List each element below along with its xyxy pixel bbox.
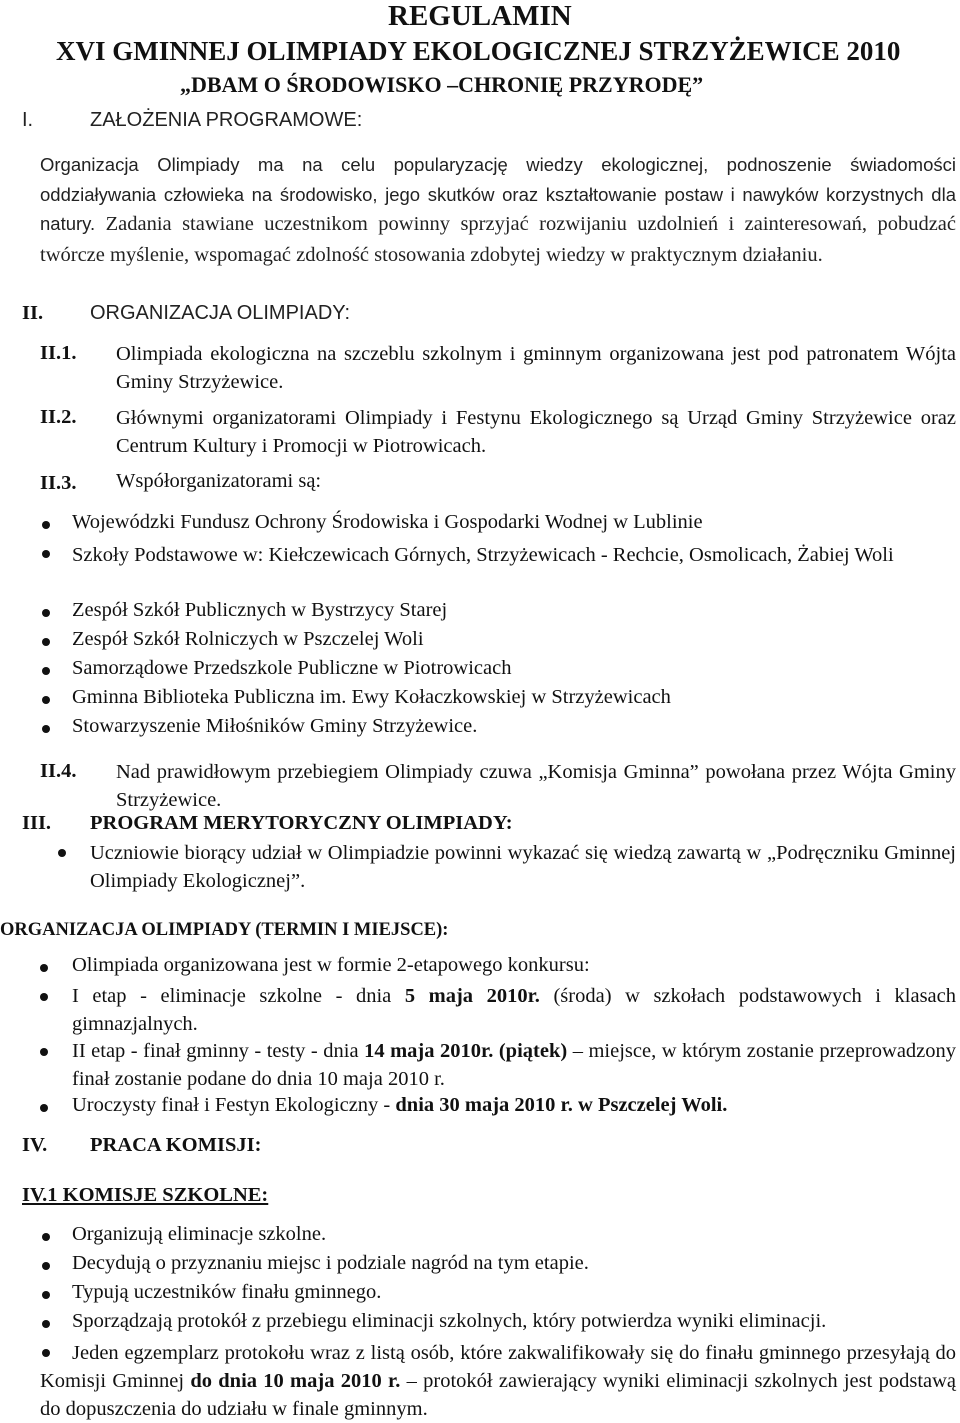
bullet-icon bbox=[42, 1320, 50, 1328]
list-item: Stowarzyszenie Miłośników Gminy Strzyżewice. bbox=[72, 715, 478, 737]
item-number: II.3. bbox=[40, 472, 77, 494]
list-item: Zespół Szkół Publicznych w Bystrzycy Starej bbox=[72, 599, 448, 621]
item-text: Współorganizatorami są: bbox=[116, 470, 322, 492]
list-item bbox=[72, 1037, 956, 1093]
bullet-icon bbox=[42, 696, 50, 704]
schedule-date: 14 maja 2010r. (piątek) bbox=[364, 1040, 568, 1062]
list-item: Typują uczestników finału gminnego. bbox=[72, 1281, 382, 1303]
schedule-text: – miejsce, w którym zostanie przeprowadzony finał zostanie podane do dnia 10 maja 2010 r. bbox=[72, 1040, 957, 1090]
final-text: – protokół zawierający wyniki eliminacji szkolnych jest podstawą do dopuszczenia do udziału w finale gminnym. bbox=[40, 1370, 957, 1420]
list-item: Samorządowe Przedszkole Publiczne w Piotrowicach bbox=[72, 657, 512, 679]
list-item: Decydują o przyznaniu miejsc i podziale nagród na tym etapie. bbox=[72, 1252, 589, 1274]
section-3-number: III. bbox=[22, 812, 52, 834]
schedule-text: (środa) w szkołach podstawowych i klasach gimnazjalnych. bbox=[72, 985, 956, 1035]
bullet-icon bbox=[42, 1291, 50, 1299]
bullet-icon bbox=[40, 993, 48, 1001]
list-item: Szkoły Podstawowe w: Kiełczewicach Górnych, Strzyżewicach - Rechcie, Osmolicach, Żabiej Woli bbox=[72, 544, 894, 566]
item-number: II.4. bbox=[40, 760, 77, 782]
section-1-text-sans: Organizacja Olimpiady ma na celu popularyzację wiedzy ekologicznej, podnoszenie świadomości oddziaływania człowieka na środowisko, jego skutków oraz kształtowanie postaw i nawyków korzystnych dla natury. bbox=[40, 154, 956, 234]
bullet-icon bbox=[42, 521, 50, 529]
section-2-number: II. bbox=[22, 302, 44, 324]
schedule-text: I etap - eliminacje szkolne - dnia bbox=[72, 985, 392, 1007]
list-item: Wojewódzki Fundusz Ochrony Środowiska i Gospodarki Wodnej w Lublinie bbox=[72, 511, 703, 533]
item-number: II.1. bbox=[40, 342, 77, 364]
item-number: II.2. bbox=[40, 406, 77, 428]
list-item: Zespół Szkół Rolniczych w Pszczelej Woli bbox=[72, 628, 424, 650]
schedule-date: dnia 30 maja 2010 r. w Pszczelej Woli. bbox=[395, 1094, 728, 1116]
bullet-icon bbox=[40, 1104, 48, 1112]
list-item bbox=[40, 1339, 956, 1423]
bullet-icon bbox=[42, 1233, 50, 1241]
schedule-date: 5 maja 2010r. bbox=[404, 985, 540, 1007]
final-date: do dnia 10 maja 2010 r. bbox=[190, 1370, 401, 1392]
bullet-icon bbox=[42, 667, 50, 675]
section-4-subheading: IV.1 KOMISJE SZKOLNE: bbox=[22, 1184, 269, 1206]
bullet-icon bbox=[40, 964, 48, 972]
list-item: Organizują eliminacje szkolne. bbox=[72, 1223, 327, 1245]
bullet-icon bbox=[58, 849, 66, 857]
final-text: Jeden egzemplarz protokołu wraz z listą osób, które zakwalifikowały się do finału gminnego przesyłają do Komisji Gminnej bbox=[40, 1342, 956, 1392]
list-item: Uczniowie biorący udział w Olimpiadzie powinni wykazać się wiedzą zawartą w „Podręczniku Gminnej Olimpiady Ekologicznej”. bbox=[90, 842, 956, 892]
section-1-heading: ZAŁOŻENIA PROGRAMOWE: bbox=[90, 109, 363, 131]
section-4-number: IV. bbox=[22, 1134, 48, 1156]
section-4-heading: PRACA KOMISJI: bbox=[90, 1134, 262, 1156]
document-title: REGULAMIN bbox=[388, 0, 572, 32]
list-item: Olimpiada organizowana jest w formie 2-etapowego konkursu: bbox=[72, 954, 590, 976]
bullet-icon bbox=[40, 1048, 48, 1056]
document-subtitle: XVI GMINNEJ OLIMPIADY EKOLOGICZNEJ STRZYŻEWICE 2010 bbox=[56, 36, 901, 66]
schedule-heading: ORGANIZACJA OLIMPIADY (TERMIN I MIEJSCE): bbox=[0, 920, 449, 940]
list-item: Sporządzają protokół z przebiegu eliminacji szkolnych, który potwierdza wyniki eliminacji. bbox=[72, 1310, 827, 1332]
section-1-paragraph bbox=[40, 150, 956, 270]
item-text: Nad prawidłowym przebiegiem Olimpiady czuwa „Komisja Gminna” powołana przez Wójta Gminy Strzyżewice. bbox=[116, 761, 956, 811]
list-item bbox=[72, 982, 956, 1038]
bullet-icon bbox=[42, 725, 50, 733]
list-item: Gminna Biblioteka Publiczna im. Ewy Kołaczkowskiej w Strzyżewicach bbox=[72, 686, 671, 708]
schedule-text: II etap - finał gminny - testy - dnia bbox=[72, 1040, 359, 1062]
bullet-icon bbox=[42, 609, 50, 617]
section-3-heading: PROGRAM MERYTORYCZNY OLIMPIADY: bbox=[90, 812, 513, 834]
bullet-icon bbox=[42, 638, 50, 646]
section-1-number: I. bbox=[22, 109, 34, 131]
document-motto: „DBAM O ŚRODOWISKO –CHRONIĘ PRZYRODĘ” bbox=[180, 72, 704, 97]
section-2-heading: ORGANIZACJA OLIMPIADY: bbox=[90, 302, 351, 324]
section-1-text-serif: Zadania stawiane uczestnikom powinny sprzyjać rozwijaniu uzdolnień i zainteresowań, pobudzać twórcze myślenie, wspomagać zdolność stosowania zdobytej wiedzy w praktycznym działaniu. bbox=[40, 213, 957, 266]
item-text: Głównymi organizatorami Olimpiady i Festynu Ekologicznego są Urząd Gminy Strzyżewice oraz Centrum Kultury i Promocji w Piotrowicach. bbox=[116, 407, 956, 457]
list-item bbox=[72, 1094, 727, 1117]
bullet-icon bbox=[42, 1262, 50, 1270]
item-text: Olimpiada ekologiczna na szczeblu szkolnym i gminnym organizowana jest pod patronatem Wójta Gminy Strzyżewice. bbox=[116, 343, 956, 393]
schedule-text: Uroczysty finał i Festyn Ekologiczny - bbox=[72, 1094, 391, 1116]
